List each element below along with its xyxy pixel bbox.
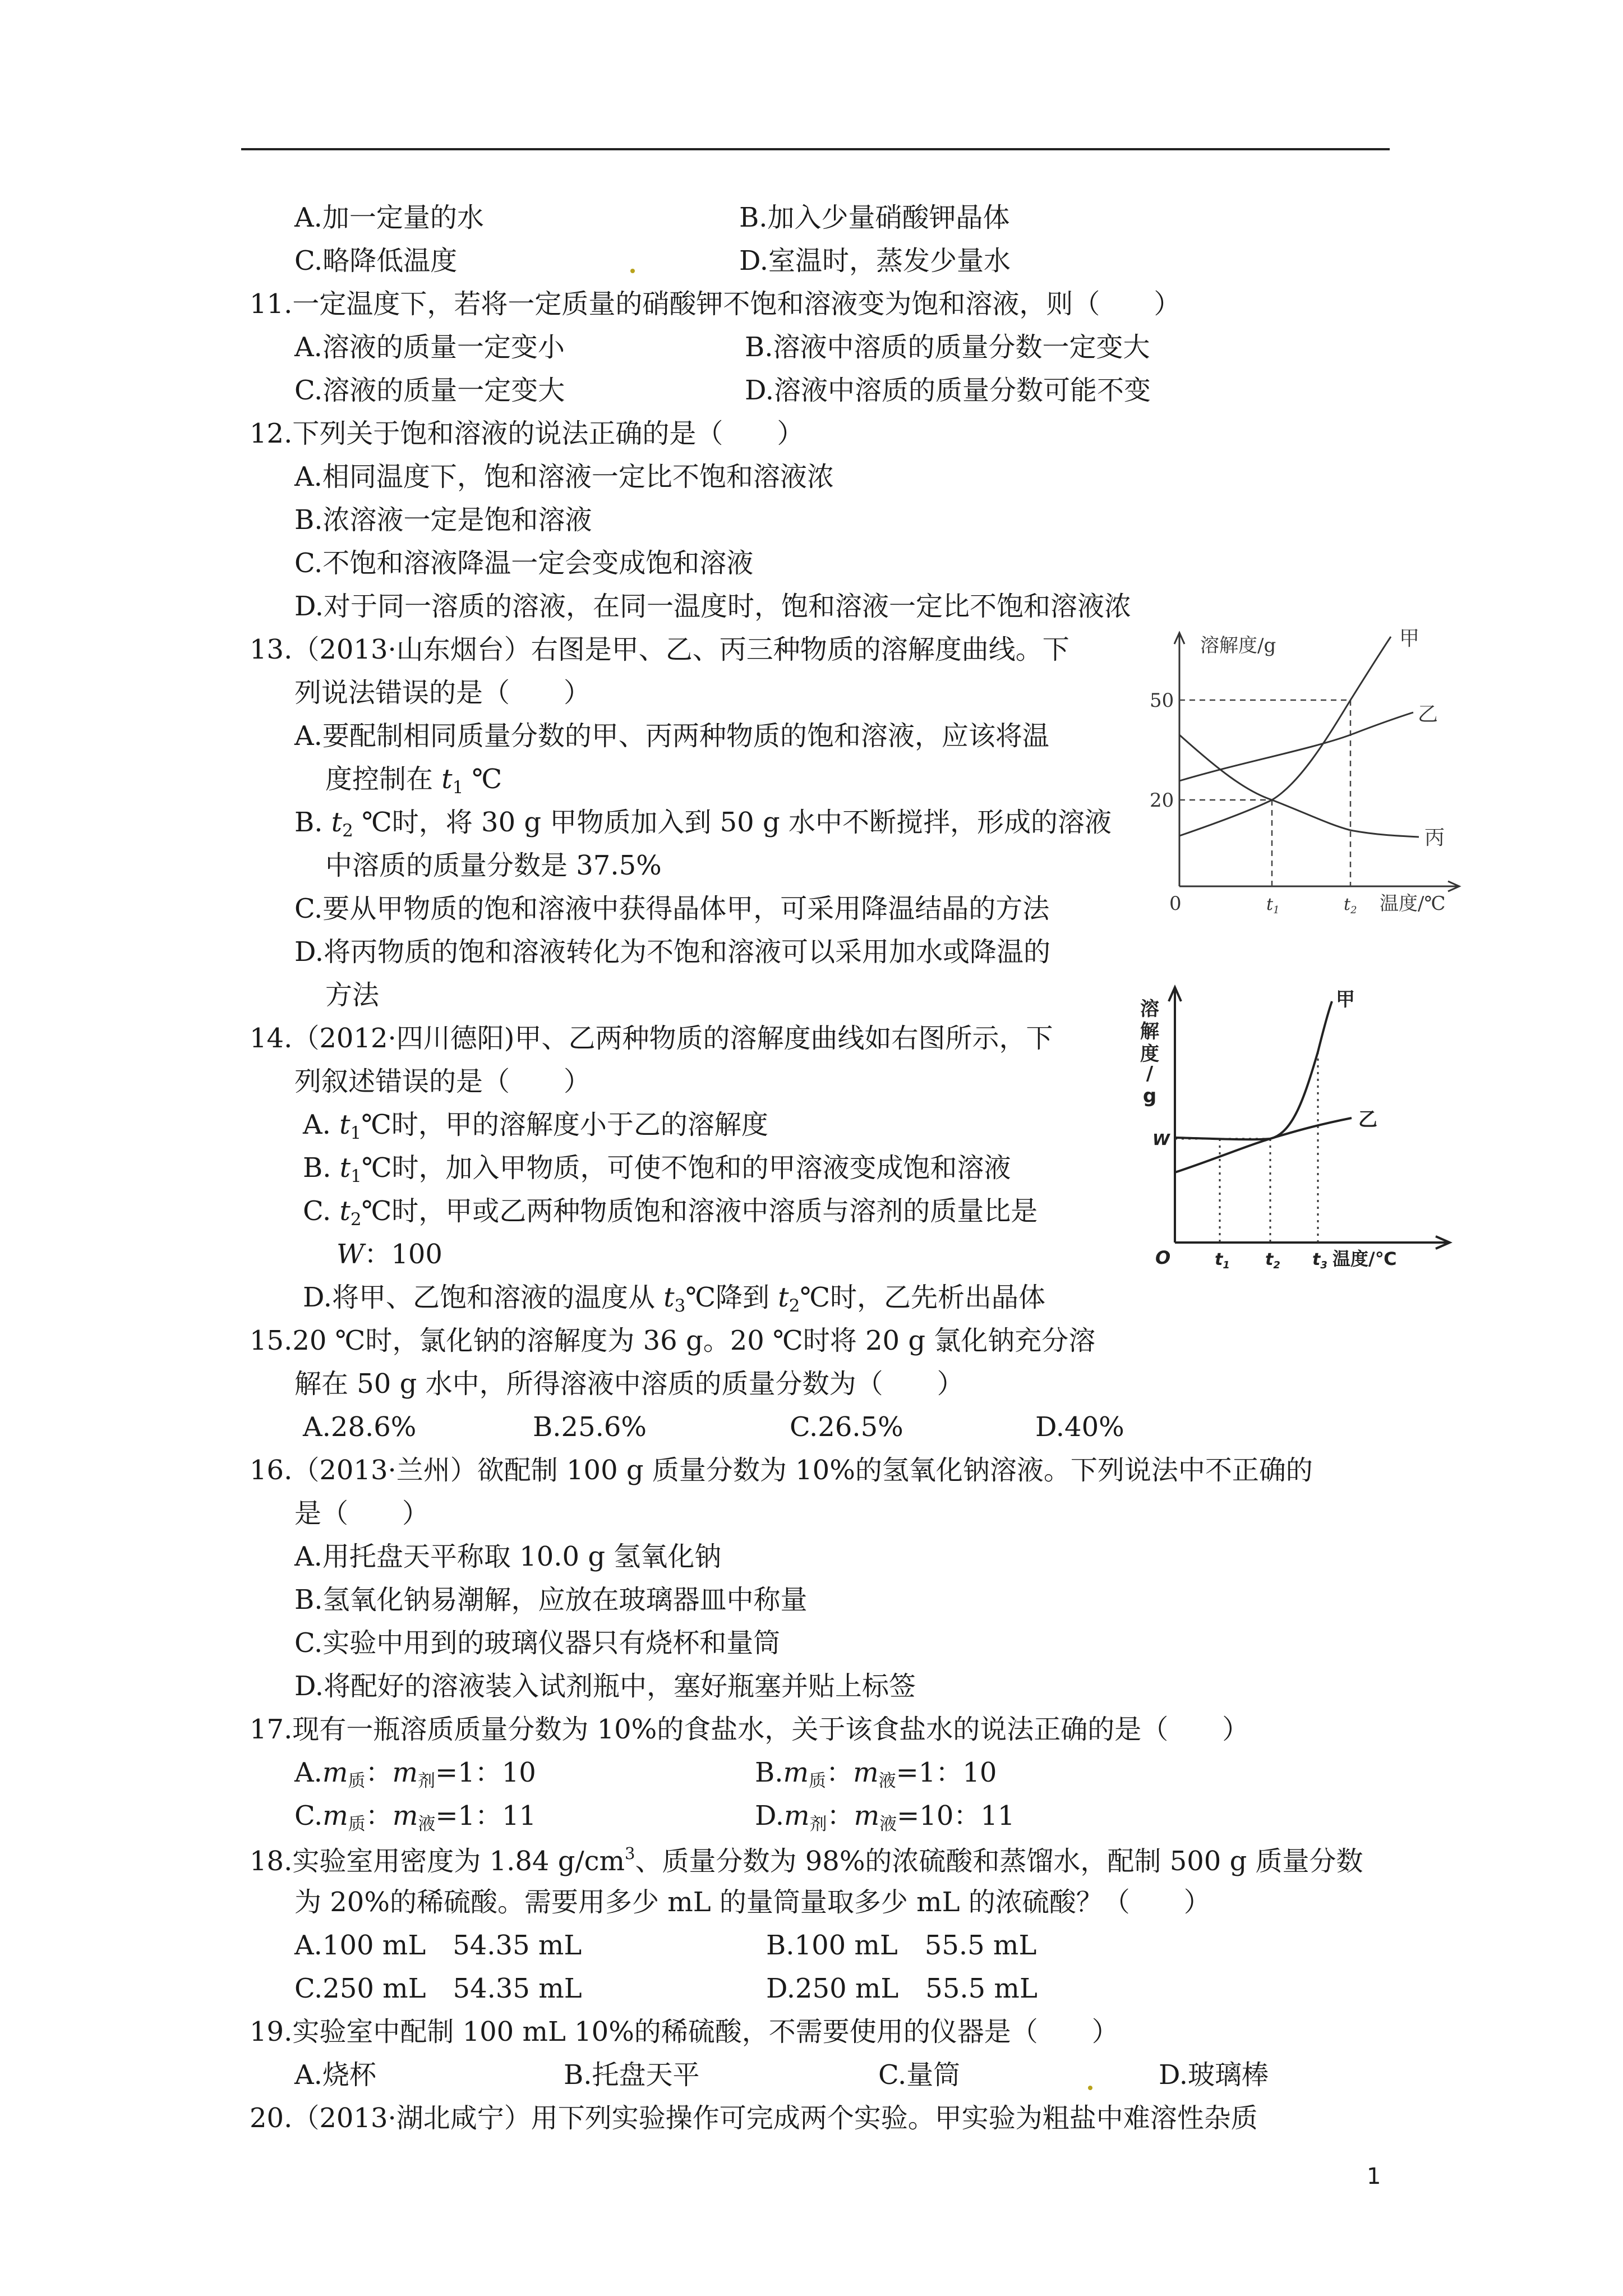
q14-stem-line2: 列叙述错误的是（ ）	[294, 1066, 591, 1097]
curve-jia	[1175, 1001, 1332, 1139]
q14-option-c-line1: C. $t_2℃$时，甲或乙两种物质饱和溶液中溶质与溶剂的质量比是	[303, 1195, 1038, 1230]
q19-option-d: D.玻璃棒	[1159, 2059, 1269, 2091]
curve-label-jia: 甲	[1399, 627, 1420, 650]
q13-option-a-line1: A.要配制相同质量分数的甲、丙两种物质的饱和溶液，应该将温	[294, 720, 1049, 752]
ylabel-char-2: 解	[1140, 1020, 1159, 1043]
q17-option-a: $A.m_质$：$m_剂=1$：10	[294, 1757, 536, 1791]
q18-option-a: A.100 mL 54.35 mL	[294, 1930, 582, 1961]
q14-option-b: B. $t_1℃$时，加入甲物质，可使不饱和的甲溶液变成饱和溶液	[303, 1152, 1011, 1186]
q14-option-c-line2: W：100	[336, 1239, 442, 1270]
q10-option-a: A.加一定量的水	[294, 202, 484, 233]
ylabel: 溶解度/g	[1200, 634, 1276, 657]
q14-stem-line1: 14.（2012·四川德阳)甲、乙两种物质的溶解度曲线如右图所示，下	[250, 1023, 1053, 1054]
q17-option-c: $C.m_质$：$m_液=1$：11	[294, 1800, 537, 1834]
q12-option-d: D.对于同一溶质的溶液，在同一温度时，饱和溶液一定比不饱和溶液浓	[294, 591, 1132, 622]
q19-option-b: B.托盘天平	[564, 2059, 700, 2091]
xtick-t1: $t_1$	[1215, 1250, 1230, 1271]
q16-option-b: B.氢氧化钠易潮解，应放在玻璃器皿中称量	[294, 1584, 808, 1616]
page-number: 1	[1367, 2164, 1381, 2189]
q16-stem-line1: 16.（2013·兰州）欲配制 100 g 质量分数为 10%的氢氧化钠溶液。下列说法中不正确的	[250, 1455, 1313, 1486]
solubility-chart-q13	[1144, 623, 1492, 914]
q11-option-a: A.溶液的质量一定变小	[294, 332, 565, 363]
q11-option-b: B.溶液中溶质的质量分数一定变大	[745, 332, 1150, 363]
q10-option-d: D.室温时，蒸发少量水	[739, 245, 1011, 277]
q12-stem: 12.下列关于饱和溶液的说法正确的是（ ）	[250, 418, 804, 449]
origin-label: 0	[1169, 892, 1182, 914]
q11-option-d: D.溶液中溶质的质量分数可能不变	[745, 375, 1151, 406]
xlabel: 温度/℃	[1380, 892, 1446, 914]
q13-option-b-line1: B. $t_2$ ℃时，将 30 g 甲物质加入到 50 g 水中不断搅拌，形成的溶液	[294, 807, 1112, 841]
q12-option-b: B.浓溶液一定是饱和溶液	[294, 504, 592, 536]
q19-stem: 19.实验室中配制 100 mL 10%的稀硫酸，不需要使用的仪器是（ ）	[250, 2016, 1119, 2047]
q12-option-c: C.不饱和溶液降温一定会变成饱和溶液	[294, 547, 754, 579]
q16-option-a: A.用托盘天平称取 10.0 g 氢氧化钠	[294, 1541, 722, 1572]
q18-option-b: B.100 mL 55.5 mL	[766, 1930, 1037, 1961]
q15-option-c: C.26.5%	[790, 1411, 903, 1443]
q10-option-c: C.略降低温度	[294, 245, 458, 277]
ytick-20: 20	[1150, 789, 1174, 812]
ytick-w: W	[1152, 1130, 1170, 1149]
curve-yi	[1179, 712, 1413, 781]
q15-stem-line1: 15.20 ℃时，氯化钠的溶解度为 36 g。20 ℃时将 20 g 氯化钠充分溶	[250, 1325, 1096, 1356]
scan-speck	[630, 269, 635, 273]
q20-stem: 20.（2013·湖北咸宁）用下列实验操作可完成两个实验。甲实验为粗盐中难溶性杂质	[250, 2102, 1258, 2134]
q18-option-d: D.250 mL 55.5 mL	[766, 1973, 1038, 2004]
q13-option-b-line2: 中溶质的质量分数是 37.5%	[325, 850, 662, 881]
q17-option-d: $D.m_剂$：$m_液=10$：11	[755, 1800, 1015, 1834]
q13-stem-line2: 列说法错误的是（ ）	[294, 677, 591, 708]
solubility-chart-q14	[1133, 979, 1481, 1276]
ylabel-char-4: /	[1146, 1062, 1154, 1085]
q19-option-a: A.烧杯	[294, 2059, 376, 2091]
q13-stem-line1: 13.（2013·山东烟台）右图是甲、乙、丙三种物质的溶解度曲线。下	[250, 634, 1069, 665]
q11-stem: 11.一定温度下，若将一定质量的硝酸钾不饱和溶液变为饱和溶液，则（ ）	[250, 288, 1181, 320]
ylabel-char-5: g	[1142, 1085, 1157, 1107]
curve-yi	[1175, 1118, 1352, 1172]
xtick-t1: $t_1$	[1266, 895, 1280, 914]
xlabel: 温度/℃	[1332, 1248, 1397, 1269]
q18-stem-line1: 18.实验室用密度为 1.84 $g/cm^3$、质量分数为 98%的浓硫酸和蒸馏水，配制 500 g 质量分数	[250, 1844, 1363, 1877]
ytick-50: 50	[1150, 689, 1174, 712]
q12-option-a: A.相同温度下，饱和溶液一定比不饱和溶液浓	[294, 461, 834, 493]
scan-speck	[1088, 2086, 1092, 2090]
curve-label-bing: 丙	[1424, 826, 1445, 849]
q11-option-c: C.溶液的质量一定变大	[294, 375, 565, 406]
xtick-t2: $t_2$	[1344, 895, 1357, 914]
curve-label-jia: 甲	[1336, 988, 1355, 1011]
q15-option-a: A.28.6%	[303, 1411, 417, 1443]
q18-stem-line2: 为 20%的稀硫酸。需要用多少 mL 的量筒量取多少 mL 的浓硫酸？（ ）	[294, 1887, 1211, 1918]
q13-option-d-line2: 方法	[325, 979, 380, 1011]
curve-label-yi: 乙	[1358, 1108, 1377, 1131]
q17-stem: 17.现有一瓶溶质质量分数为 10%的食盐水，关于该食盐水的说法正确的是（ ）	[250, 1714, 1249, 1745]
q16-stem-line2: 是（ ）	[294, 1498, 430, 1529]
header-rule	[241, 148, 1390, 150]
q14-option-a: A. $t_1℃$时，甲的溶解度小于乙的溶解度	[303, 1109, 768, 1143]
xtick-t3: $t_3$	[1312, 1250, 1327, 1271]
q15-option-b: B.25.6%	[533, 1411, 647, 1443]
xtick-t2: $t_2$	[1265, 1250, 1280, 1271]
ylabel-char-3: 度	[1140, 1043, 1159, 1065]
q19-option-c: C.量筒	[878, 2059, 961, 2091]
q18-option-c: C.250 mL 54.35 mL	[294, 1973, 582, 2004]
q15-stem-line2: 解在 50 g 水中，所得溶液中溶质的质量分数为（ ）	[294, 1368, 964, 1400]
q17-option-b: $B.m_质$：$m_液=1$：10	[755, 1757, 997, 1791]
curve-label-yi: 乙	[1418, 703, 1438, 726]
q16-option-c: C.实验中用到的玻璃仪器只有烧杯和量筒	[294, 1627, 781, 1659]
q10-option-b: B.加入少量硝酸钾晶体	[739, 202, 1010, 233]
q16-option-d: D.将配好的溶液装入试剂瓶中，塞好瓶塞并贴上标签	[294, 1671, 916, 1702]
origin-label: O	[1155, 1247, 1171, 1268]
q13-option-d-line1: D.将丙物质的饱和溶液转化为不饱和溶液可以采用加水或降温的	[294, 936, 1051, 968]
q15-option-d: D.40%	[1035, 1411, 1124, 1443]
q14-option-d: D.将甲、乙饱和溶液的温度从 $t_3℃$降到 $t_2℃$时，乙先析出晶体	[303, 1282, 1046, 1316]
q13-option-a-line2: 度控制在 $t_1$ ℃	[325, 763, 502, 798]
ylabel-char-1: 溶	[1140, 998, 1159, 1020]
q13-option-c: C.要从甲物质的饱和溶液中获得晶体甲，可采用降温结晶的方法	[294, 893, 1050, 924]
